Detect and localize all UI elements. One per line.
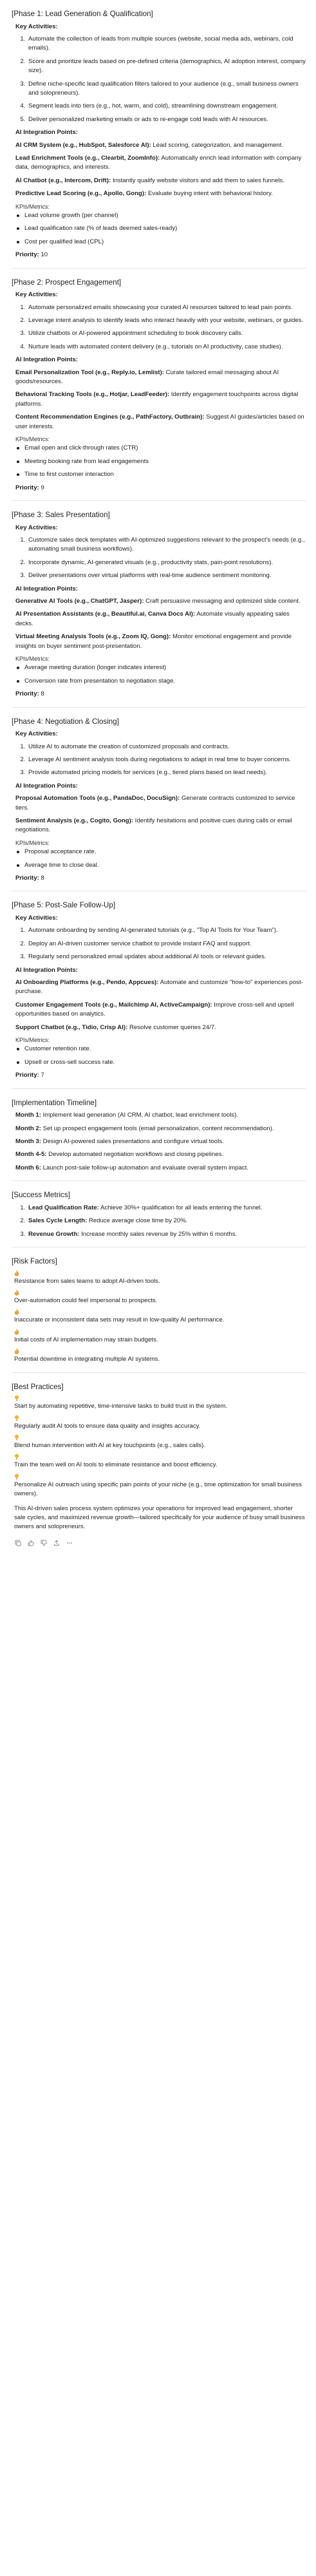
tool-item — [15, 141, 306, 150]
phase-section — [12, 278, 306, 493]
phase-title: [Phase 1: Lead Generation & Qualification] — [12, 10, 153, 18]
priority-label: Priority: — [15, 1072, 39, 1079]
divider — [12, 268, 306, 269]
lightbulb-icon — [14, 1454, 19, 1460]
tool-name: Proposal Automation Tools (e.g., PandaDoc, DocuSign): — [15, 795, 180, 802]
tool-name: AI Chatbot (e.g., Intercom, Drift): — [15, 176, 111, 184]
priority — [15, 874, 306, 883]
icon-list-text: Personalize AI outreach using specific pain points of your niche (e.g., time optimization for small business owners). — [14, 1481, 302, 1498]
risks-section — [12, 1256, 306, 1365]
tool-name: Customer Engagement Tools (e.g., Mailchimp AI, ActiveCampaign): — [15, 1001, 212, 1009]
timeline-list — [15, 1111, 306, 1173]
activity-item: 3. Provide automated pricing models for services (e.g., tiered plans based on lead needs). — [27, 768, 306, 777]
tool-desc: Evaluate buying intent with behavioral history. — [147, 190, 273, 198]
tool-item — [15, 978, 306, 997]
practices-section — [12, 1382, 306, 1532]
key-activities-label: Key Activities: — [15, 23, 58, 30]
key-activities-label: Key Activities: — [15, 524, 58, 531]
share-icon[interactable] — [53, 1540, 60, 1547]
ai-integration-label: AI Integration Points: — [15, 966, 79, 974]
timeline-month: Month 6: — [15, 1164, 41, 1171]
icon-list-item — [14, 1473, 306, 1499]
activity-item: 1. Customize sales deck templates with AI-optimized suggestions relevant to the prospect's needs (e.g., automating small business workflows). — [27, 536, 306, 554]
icon-list-item — [14, 1415, 306, 1431]
divider — [12, 1372, 306, 1373]
metric-desc: Reduce average close time by 20%. — [88, 1217, 188, 1225]
tool-desc: Identify engagement touchpoints across digital platforms. — [15, 391, 299, 408]
lightbulb-icon — [14, 1473, 19, 1480]
divider — [12, 1180, 306, 1181]
icon-list-text: Inaccurate or inconsistent data sets may result in low-quality AI performance. — [14, 1316, 225, 1324]
priority-label: Priority: — [15, 484, 39, 491]
icon-list-item — [14, 1454, 306, 1470]
priority-value: 9 — [41, 484, 44, 491]
tools-list — [15, 794, 306, 835]
tool-desc: Resolve customer queries 24/7. — [129, 1023, 216, 1031]
divider — [12, 707, 306, 708]
metrics-list — [12, 1204, 306, 1239]
priority-label: Priority: — [15, 690, 39, 698]
timeline-item — [15, 1164, 306, 1173]
icon-list-item — [14, 1309, 306, 1325]
activities-list — [12, 926, 306, 961]
risks-list — [14, 1270, 306, 1365]
tool-name: Predictive Lead Scoring (e.g., Apollo, Gong): — [15, 190, 147, 198]
tool-item — [15, 413, 306, 431]
tool-name: AI Onboarding Platforms (e.g., Pendo, Appcues): — [15, 978, 159, 986]
kpi-list — [12, 1045, 306, 1067]
tool-item — [15, 632, 306, 651]
metrics-title: [Success Metrics] — [12, 1191, 70, 1200]
tool-name: Virtual Meeting Analysis Tools (e.g., Zoom IQ, Gong): — [15, 633, 171, 641]
activity-item: 4. Segment leads into tiers (e.g., hot, warm, and cold), streamlining downstream engagement. — [27, 102, 306, 111]
priority-label: Priority: — [15, 251, 39, 259]
ai-integration-label: AI Integration Points: — [15, 782, 79, 790]
timeline-item — [15, 1111, 306, 1120]
lightbulb-icon — [14, 1415, 19, 1421]
tool-item — [15, 1023, 306, 1032]
ai-integration-label: AI Integration Points: — [15, 585, 79, 592]
ai-integration-label: AI Integration Points: — [15, 356, 79, 364]
timeline-desc: Set up prospect engagement tools (email personalization, content recommendation). — [42, 1124, 274, 1132]
message-actions — [14, 1540, 306, 1547]
tool-item — [15, 176, 306, 185]
timeline-desc: Launch post-sale follow-up automation and evaluate overall system impact. — [42, 1164, 249, 1171]
tool-item — [15, 597, 306, 606]
tool-item — [15, 794, 306, 813]
timeline-desc: Design AI-powered sales presentations and configure virtual tools. — [42, 1138, 224, 1146]
tool-desc: Automate visually appealing sales decks. — [15, 611, 290, 627]
thumbs-down-icon[interactable] — [40, 1540, 47, 1547]
metric-name: Sales Cycle Length: — [28, 1217, 88, 1225]
metric-item — [27, 1230, 306, 1239]
timeline-desc: Develop automated negotiation workflows and closing pipelines. — [48, 1151, 224, 1159]
activity-item: 5. Deliver personalized marketing emails or ads to re-engage cold leads with AI resources. — [27, 115, 306, 124]
metrics-section — [12, 1190, 306, 1239]
kpi-list — [12, 211, 306, 247]
priority-value: 7 — [41, 1072, 44, 1079]
tool-desc: Generate contracts customized to service tiers. — [15, 795, 295, 811]
phase-title: [Phase 3: Sales Presentation] — [12, 510, 110, 519]
activity-item: 1. Automate the collection of leads from multiple sources (website, social media ads, webinars, cold emails). — [27, 35, 306, 53]
kpi-item: Upsell or cross-sell success rate. — [24, 1058, 306, 1067]
tool-desc: Identify hesitations and positive cues during calls or email negotiations. — [15, 817, 292, 834]
icon-list-item — [14, 1289, 306, 1305]
activity-item: 1. Utilize AI to automate the creation of customized proposals and contracts. — [27, 743, 306, 752]
timeline-section — [12, 1098, 306, 1173]
kpi-item: Customer retention rate. — [24, 1045, 306, 1054]
tools-list — [15, 978, 306, 1032]
activities-list — [12, 35, 306, 124]
kpi-label: KPIs/Metrics: — [15, 203, 50, 210]
tool-desc: Curate tailored email messaging about AI goods/resources. — [15, 368, 279, 385]
priority — [15, 484, 306, 493]
phase-section — [12, 900, 306, 1080]
priority — [15, 251, 306, 260]
kpi-item: Lead qualification rate (% of leads deemed sales-ready) — [24, 224, 306, 233]
timeline-month: Month 3: — [15, 1138, 41, 1146]
metric-item — [27, 1204, 306, 1213]
kpi-list — [12, 848, 306, 870]
kpi-item: Conversion rate from presentation to negotiation stage. — [24, 677, 306, 686]
practices-list — [14, 1395, 306, 1499]
icon-list-item — [14, 1395, 306, 1411]
activity-item: 1. Automate onboarding by sending AI-generated tutorials (e.g., "Top AI Tools for Your Team"). — [27, 926, 306, 935]
warning-icon — [14, 1289, 19, 1296]
timeline-month: Month 2: — [15, 1124, 41, 1132]
activity-item: 3. Utilize chatbots or AI-powered appointment scheduling to book discovery calls. — [27, 329, 306, 338]
activity-item: 2. Incorporate dynamic, AI-generated visuals (e.g., productivity stats, pain-point resolutions). — [27, 558, 306, 567]
priority — [15, 690, 306, 699]
timeline-month: Month 4-5: — [15, 1151, 47, 1159]
activity-item: 2. Leverage AI sentiment analysis tools during negotiations to adapt in real time to buyer concerns. — [27, 755, 306, 764]
icon-list-text: Start by automating repetitive, time-intensive tasks to build trust in the system. — [14, 1403, 228, 1410]
activities-list — [12, 743, 306, 778]
tool-desc: Automatically enrich lead information with company data, demographics, and interests. — [15, 154, 302, 171]
priority-value: 8 — [41, 690, 44, 698]
tool-name: Email Personalization Tool (e.g., Reply.io, Lemlist): — [15, 368, 164, 376]
warning-icon — [14, 1329, 19, 1335]
kpi-label: KPIs/Metrics: — [15, 1036, 50, 1043]
activity-item: 3. Regularly send personalized email updates about additional AI tools or relevant guides. — [27, 952, 306, 961]
warning-icon — [14, 1309, 19, 1315]
metric-name: Lead Qualification Rate: — [28, 1204, 99, 1211]
metric-desc: Increase monthly sales revenue by 25% within 6 months. — [81, 1230, 237, 1238]
tool-name: Sentiment Analysis (e.g., Cogito, Gong): — [15, 817, 133, 824]
phase-section — [12, 9, 306, 260]
phase-title: [Phase 2: Prospect Engagement] — [12, 278, 122, 287]
timeline-item — [15, 1137, 306, 1146]
kpi-item: Time to first customer interaction — [24, 470, 306, 479]
phase-title: [Phase 5: Post-Sale Follow-Up] — [12, 901, 116, 910]
timeline-title: [Implementation Timeline] — [12, 1098, 97, 1107]
activities-list — [12, 303, 306, 352]
phase-section — [12, 717, 306, 884]
kpi-item: Lead volume growth (per channel) — [24, 211, 306, 220]
divider — [12, 1088, 306, 1089]
activity-item: 2. Score and prioritize leads based on pre-defined criteria (demographics, AI adoption interest, company size). — [27, 57, 306, 76]
timeline-item — [15, 1124, 306, 1133]
kpi-item: Meeting booking rate from lead engagements — [24, 457, 306, 466]
tool-name: AI Presentation Assistants (e.g., Beautiful.ai, Canva Docs AI): — [15, 611, 196, 618]
tools-list — [15, 141, 306, 199]
lightbulb-icon — [14, 1434, 19, 1441]
priority-value: 8 — [41, 875, 44, 882]
kpi-item: Average meeting duration (longer indicates interest) — [24, 663, 306, 672]
copy-icon[interactable] — [14, 1540, 21, 1547]
more-icon[interactable] — [66, 1540, 73, 1547]
kpi-list — [12, 663, 306, 686]
ai-integration-label: AI Integration Points: — [15, 129, 79, 137]
tool-name: Generative AI Tools (e.g., ChatGPT, Jasper): — [15, 597, 144, 605]
timeline-month: Month 1: — [15, 1112, 41, 1119]
kpi-label: KPIs/Metrics: — [15, 435, 50, 442]
activity-item: 2. Deploy an AI-driven customer service chatbot to provide instant FAQ and support. — [27, 940, 306, 949]
activities-list — [12, 536, 306, 581]
tool-desc: Craft persuasive messaging and optimized slide content. — [145, 597, 301, 605]
tools-list — [15, 368, 306, 431]
icon-list-item — [14, 1270, 306, 1286]
icon-list-item — [14, 1348, 306, 1364]
priority-label: Priority: — [15, 875, 39, 882]
warning-icon — [14, 1270, 19, 1276]
metric-item — [27, 1217, 306, 1226]
tool-desc: Monitor emotional engagement and provide insights on buyer sentiment post-presentation. — [15, 633, 292, 650]
activity-item: 2. Leverage intent analysis to identify leads who interact heavily with your website, webinars, or guides. — [27, 316, 306, 325]
icon-list-text: Over-automation could feel impersonal to prospects. — [14, 1297, 158, 1305]
key-activities-label: Key Activities: — [15, 291, 58, 299]
kpi-list — [12, 444, 306, 479]
metric-name: Revenue Growth: — [28, 1230, 80, 1238]
tool-name: Behavioral Tracking Tools (e.g., Hotjar, LeadFeeder): — [15, 391, 170, 399]
practices-title: [Best Practices] — [12, 1382, 64, 1391]
priority-value: 10 — [41, 251, 48, 259]
tools-list — [15, 597, 306, 651]
tool-name: Lead Enrichment Tools (e.g., Clearbit, ZoomInfo): — [15, 154, 160, 162]
metric-desc: Achieve 30%+ qualification for all leads entering the funnel. — [100, 1204, 263, 1211]
key-activities-label: Key Activities: — [15, 914, 58, 922]
activity-item: 4. Nurture leads with automated content delivery (e.g., tutorials on AI productivity, case studies). — [27, 343, 306, 352]
kpi-item: Email open and click-through rates (CTR) — [24, 444, 306, 453]
timeline-desc: Implement lead generation (AI CRM, AI chatbot, lead enrichment tools). — [42, 1112, 239, 1119]
timeline-item — [15, 1150, 306, 1159]
tool-item — [15, 1001, 306, 1019]
kpi-item: Average time to close deal. — [24, 861, 306, 870]
icon-list-text: Resistance from sales teams to adopt AI-driven tools. — [14, 1277, 160, 1285]
tool-desc: Instantly qualify website visitors and add them to sales funnels. — [112, 176, 285, 184]
icon-list-item — [14, 1434, 306, 1450]
activity-item: 1. Automate personalized emails showcasing your curated AI resources tailored to lead pain points. — [27, 303, 306, 312]
tool-item — [15, 368, 306, 387]
icon-list-text: Regularly audit AI tools to ensure data quality and insights accuracy. — [14, 1422, 201, 1430]
activity-item: 3. Define niche-specific lead qualification filters tailored to your audience (e.g., small business owners and solopreneurs). — [27, 80, 306, 99]
tool-item — [15, 817, 306, 835]
tool-name: AI CRM System (e.g., HubSpot, Salesforce AI): — [15, 141, 151, 149]
tool-item — [15, 610, 306, 629]
tool-desc: Improve cross-sell and upsell opportunities based on analytics. — [15, 1001, 294, 1018]
activity-item: 3. Deliver presentations over virtual platforms with real-time audience sentiment monitoring. — [27, 571, 306, 580]
key-activities-label: Key Activities: — [15, 730, 58, 738]
icon-list-text: Potential downtime in integrating multiple AI systems. — [14, 1356, 160, 1363]
tool-item — [15, 390, 306, 409]
tool-item — [15, 189, 306, 198]
thumbs-up-icon[interactable] — [27, 1540, 34, 1547]
tool-desc: Lead scoring, categorization, and management. — [153, 141, 284, 149]
lightbulb-icon — [14, 1395, 19, 1401]
closing-paragraph: This AI-driven sales process system optimizes your operations for improved lead engagement, shorter sale cycles, and maximized revenue growth—tailored specifically for your audience of busy small business owners and solopreneurs. — [14, 1504, 305, 1531]
kpi-label: KPIs/Metrics: — [15, 839, 50, 846]
icon-list-text: Blend human intervention with AI at key touchpoints (e.g., sales calls). — [14, 1442, 206, 1450]
tool-desc: Automate and customize "how-to" experiences post-purchase. — [15, 978, 303, 996]
warning-icon — [14, 1348, 19, 1354]
divider — [12, 500, 306, 501]
phases-container — [12, 9, 306, 1089]
tool-desc: Suggest AI guides/articles based on user interests. — [15, 413, 304, 430]
icon-list-text: Train the team well on AI tools to eliminate resistance and boost efficiency. — [14, 1461, 218, 1469]
priority — [15, 1071, 306, 1080]
kpi-item: Cost per qualified lead (CPL) — [24, 238, 306, 247]
phase-section — [12, 510, 306, 699]
tool-item — [15, 154, 306, 173]
kpi-item: Proposal acceptance rate. — [24, 848, 306, 857]
icon-list-item — [14, 1329, 306, 1345]
phase-title: [Phase 4: Negotiation & Closing] — [12, 717, 119, 726]
tool-name: Support Chatbot (e.g., Tidio, Crisp AI): — [15, 1023, 128, 1031]
kpi-label: KPIs/Metrics: — [15, 655, 50, 662]
risks-title: [Risk Factors] — [12, 1257, 57, 1266]
tool-name: Content Recommendation Engines (e.g., PathFactory, Outbrain): — [15, 413, 205, 421]
icon-list-text: Initial costs of AI implementation may strain budgets. — [14, 1336, 158, 1343]
